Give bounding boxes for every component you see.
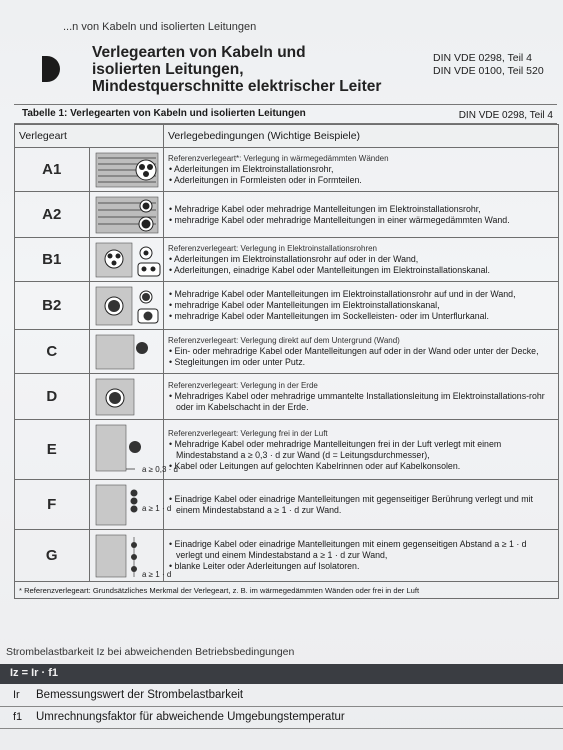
figure-f — [89, 480, 171, 530]
direct-on-wall-figure — [90, 331, 194, 373]
col-header-bedingungen: Verlegebedingungen (Wichtige Beispiele) — [164, 125, 559, 148]
table-footnote-row — [15, 582, 559, 599]
din-line-2: DIN VDE 0100, Teil 520 — [433, 65, 544, 77]
legend-text: Umrechnungsfaktor für abweichende Umgebungstemperatur — [36, 711, 345, 723]
row-bullet: • Aderleitungen im Elektroinstallationsrohr auf oder in der Wand, — [168, 254, 554, 265]
row-code: A2 — [15, 192, 90, 238]
table-caption: Tabelle 1: Verlegearten von Kabeln und isolierten Leitungen — [22, 108, 306, 119]
multicore-conduit-figure — [90, 283, 194, 329]
row-bullet: • mehradrige Kabel oder mehradrige Mantelleitungen in einer wärmegedämmten Wand. — [168, 215, 554, 226]
row-code: A1 — [15, 148, 90, 192]
row-description — [164, 148, 559, 192]
table-row — [15, 530, 559, 582]
page-title — [92, 44, 412, 95]
row-bullet: • Stegleitungen im oder unter Putz. — [168, 357, 554, 368]
row-reference: Referenzverlegeart: Verlegung direkt auf dem Untergrund (Wand) — [168, 336, 400, 345]
row-code: D — [15, 374, 90, 420]
table-row — [15, 330, 559, 374]
table-row — [15, 148, 559, 192]
title-line-1: Verlegearten von Kabeln und — [92, 44, 306, 61]
row-bullet: • blanke Leiter oder Aderleitungen auf Isolatoren. — [168, 561, 554, 572]
row-bullet: • Mehradriges Kabel oder mehradrige ummantelte Installationsleitung im Elektroinstallations-rohr oder im Kabelschacht in der Erde. — [168, 391, 554, 413]
figure-label: a ≥ 1 · d — [141, 569, 171, 579]
row-reference: Referenzverlegeart*: Verlegung in wärmegedämmten Wänden — [168, 154, 389, 163]
publisher-logo — [42, 56, 60, 82]
figure-g — [89, 530, 171, 582]
insulated-wall-conduit-figure — [90, 149, 194, 191]
col-header-verlegeart: Verlegeart — [15, 125, 164, 148]
row-description — [164, 282, 559, 330]
figure-b2 — [89, 282, 164, 330]
din-line-1: DIN VDE 0298, Teil 4 — [433, 52, 533, 64]
row-description — [164, 330, 559, 374]
row-code: G — [15, 530, 90, 582]
section-title: Strombelastbarkeit Iz bei abweichenden Betriebsbedingungen — [6, 646, 295, 658]
figure-d — [89, 374, 164, 420]
single-core-touching-figure — [90, 481, 194, 529]
title-line-2: isolierten Leitungen, — [92, 61, 244, 78]
row-bullet: • Kabel oder Leitungen auf gelochten Kabelrinnen oder auf Kabelkonsolen. — [168, 461, 554, 472]
single-core-spaced-figure — [90, 531, 194, 581]
row-code: B2 — [15, 282, 90, 330]
row-bullet: • Aderleitungen, einadrige Kabel oder Mantelleitungen im Elektroinstallationskanal. — [168, 265, 554, 276]
row-bullet: • Mehradrige Kabel oder mehradrige Mantelleitungen frei in der Luft verlegt mit einem Mindestabstand a ≥ 0,3 · d zur Wand (d = Leitungsdurchmesser), — [168, 439, 554, 461]
row-description — [164, 530, 559, 582]
row-reference: Referenzverlegeart: Verlegung in Elektroinstallationsrohren — [168, 244, 378, 253]
row-reference: Referenzverlegeart: Verlegung in der Erde — [168, 381, 318, 390]
row-bullet: • mehradrige Kabel oder Mantelleitungen im Sockelleisten- oder im Unterflurkanal. — [168, 311, 554, 322]
table-row — [15, 420, 559, 480]
table-header-row — [15, 125, 559, 148]
figure-b1 — [89, 238, 164, 282]
row-code: B1 — [15, 238, 90, 282]
legend-row — [0, 686, 563, 707]
row-description — [164, 420, 559, 480]
free-air-figure — [90, 421, 194, 479]
in-ground-figure — [90, 375, 194, 419]
formula-bar — [0, 664, 563, 684]
legend-symbol: Ir — [13, 689, 20, 701]
figure-c — [89, 330, 164, 374]
table-row — [15, 374, 559, 420]
conduit-on-wall-figure — [90, 239, 194, 281]
figure-a1 — [89, 148, 164, 192]
table-row — [15, 192, 559, 238]
running-head: ...n von Kabeln und isolierten Leitungen — [63, 21, 257, 33]
row-bullet: • Aderleitungen im Elektroinstallationsrohr, — [168, 164, 554, 175]
row-description — [164, 238, 559, 282]
row-bullet: • Mehradrige Kabel oder mehradrige Mantelleitungen im Elektroinstallationsrohr, — [168, 204, 554, 215]
laying-methods-table — [14, 124, 559, 599]
row-description — [164, 192, 559, 238]
row-bullet: • Ein- oder mehradrige Kabel oder Mantelleitungen auf oder in der Wand oder unter der Decke, — [168, 346, 554, 357]
formula: Iz = Ir · f1 — [10, 667, 58, 679]
row-reference: Referenzverlegeart: Verlegung frei in der Luft — [168, 428, 328, 438]
table-footnote: * Referenzverlegeart: Grundsätzliches Merkmal der Verlegeart, z. B. im wärmegedämmten Wänden oder frei in der Luft — [15, 582, 559, 599]
row-bullet: • Einadrige Kabel oder einadrige Mantelleitungen mit einem gegenseitigen Abstand a ≥ 1 · d verlegt und einem Mindestabstand a ≥ 1 · d zur Wand, — [168, 539, 554, 561]
row-description — [164, 480, 559, 530]
row-code: C — [15, 330, 90, 374]
din-references — [433, 52, 544, 78]
row-bullet: • Mehradrige Kabel oder Mantelleitungen im Elektroinstallationsrohr auf und in der Wand, — [168, 289, 554, 300]
title-line-3: Mindestquerschnitte elektrischer Leiter — [92, 78, 382, 95]
table-row — [15, 480, 559, 530]
figure-label: a ≥ 1 · d — [141, 503, 171, 513]
figure-a2 — [89, 192, 164, 238]
figure-e — [89, 420, 178, 480]
row-bullet: • Einadrige Kabel oder einadrige Mantelleitungen mit gegenseitiger Berührung verlegt und mit einem Mindestabstand a ≥ 1 · d zur Wand. — [168, 494, 554, 516]
row-description — [164, 374, 559, 420]
legend-symbol: f1 — [13, 711, 23, 723]
row-code: E — [15, 420, 90, 480]
legend-text: Bemessungswert der Strombelastbarkeit — [36, 689, 244, 701]
table-row — [15, 238, 559, 282]
table-row — [15, 282, 559, 330]
figure-label: a ≥ 0,3 · d — [141, 464, 178, 474]
table-caption-din: DIN VDE 0298, Teil 4 — [458, 110, 553, 121]
row-bullet: • Aderleitungen in Formleisten oder in Formteilen. — [168, 175, 554, 186]
table-caption-row — [14, 104, 557, 124]
insulated-wall-cable-figure — [90, 193, 194, 237]
row-code: F — [15, 480, 90, 530]
row-bullet: • mehradrige Kabel oder Mantelleitungen im Elektroinstallationskanal, — [168, 300, 554, 311]
legend-row — [0, 708, 563, 729]
